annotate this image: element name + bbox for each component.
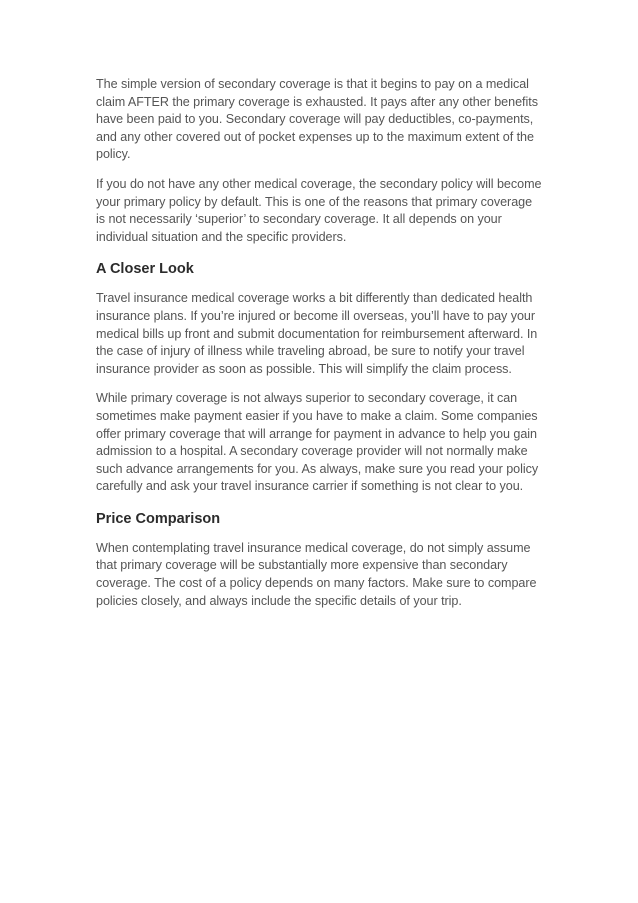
document-page bbox=[96, 76, 544, 622]
section-heading-closer-look: A Closer Look bbox=[96, 261, 194, 278]
section-heading-price-comparison: Price Comparison bbox=[96, 510, 221, 527]
intro-paragraph-1: The simple version of secondary coverage is that it begins to pay on a medical claim AFTER the primary coverage is exhausted. It pays after any other benefits have been paid to you. Secondary coverage will pay deductibles, co-payments, and any other covered out of pocket expenses up to the maximum extent of the policy. bbox=[96, 77, 538, 162]
closer-look-paragraph-2: While primary coverage is not always superior to secondary coverage, it can sometimes make payment easier if you have to make a claim. Some companies offer primary coverage that will arrange for payment in advance to help you gain admission to a hospital. A secondary coverage provider will not normally make such advance arrangements for you. As always, make sure you read your policy carefully and ask your travel insurance carrier if something is not clear to you. bbox=[96, 391, 539, 494]
intro-paragraph-2: If you do not have any other medical coverage, the secondary policy will become your primary policy by default. This is one of the reasons that primary coverage is not necessarily ‘superior’ to secondary coverage. It all depends on your individual situation and the specific providers. bbox=[96, 176, 542, 244]
closer-look-paragraph-1: Travel insurance medical coverage works a bit differently than dedicated health insurance plans. If you’re injured or become ill overseas, you’ll have to pay your medical bills up front and submit documentation for reimbursement afterward. In the case of injury of illness while traveling abroad, be sure to notify your travel insurance provider as soon as possible. This will simplify the claim process. bbox=[96, 291, 538, 376]
price-comparison-paragraph-1: When contemplating travel insurance medical coverage, do not simply assume that primary coverage will be substantially more expensive than secondary coverage. The cost of a policy depends on many factors. Make sure to compare policies closely, and always include the specific details of your trip. bbox=[96, 540, 537, 608]
